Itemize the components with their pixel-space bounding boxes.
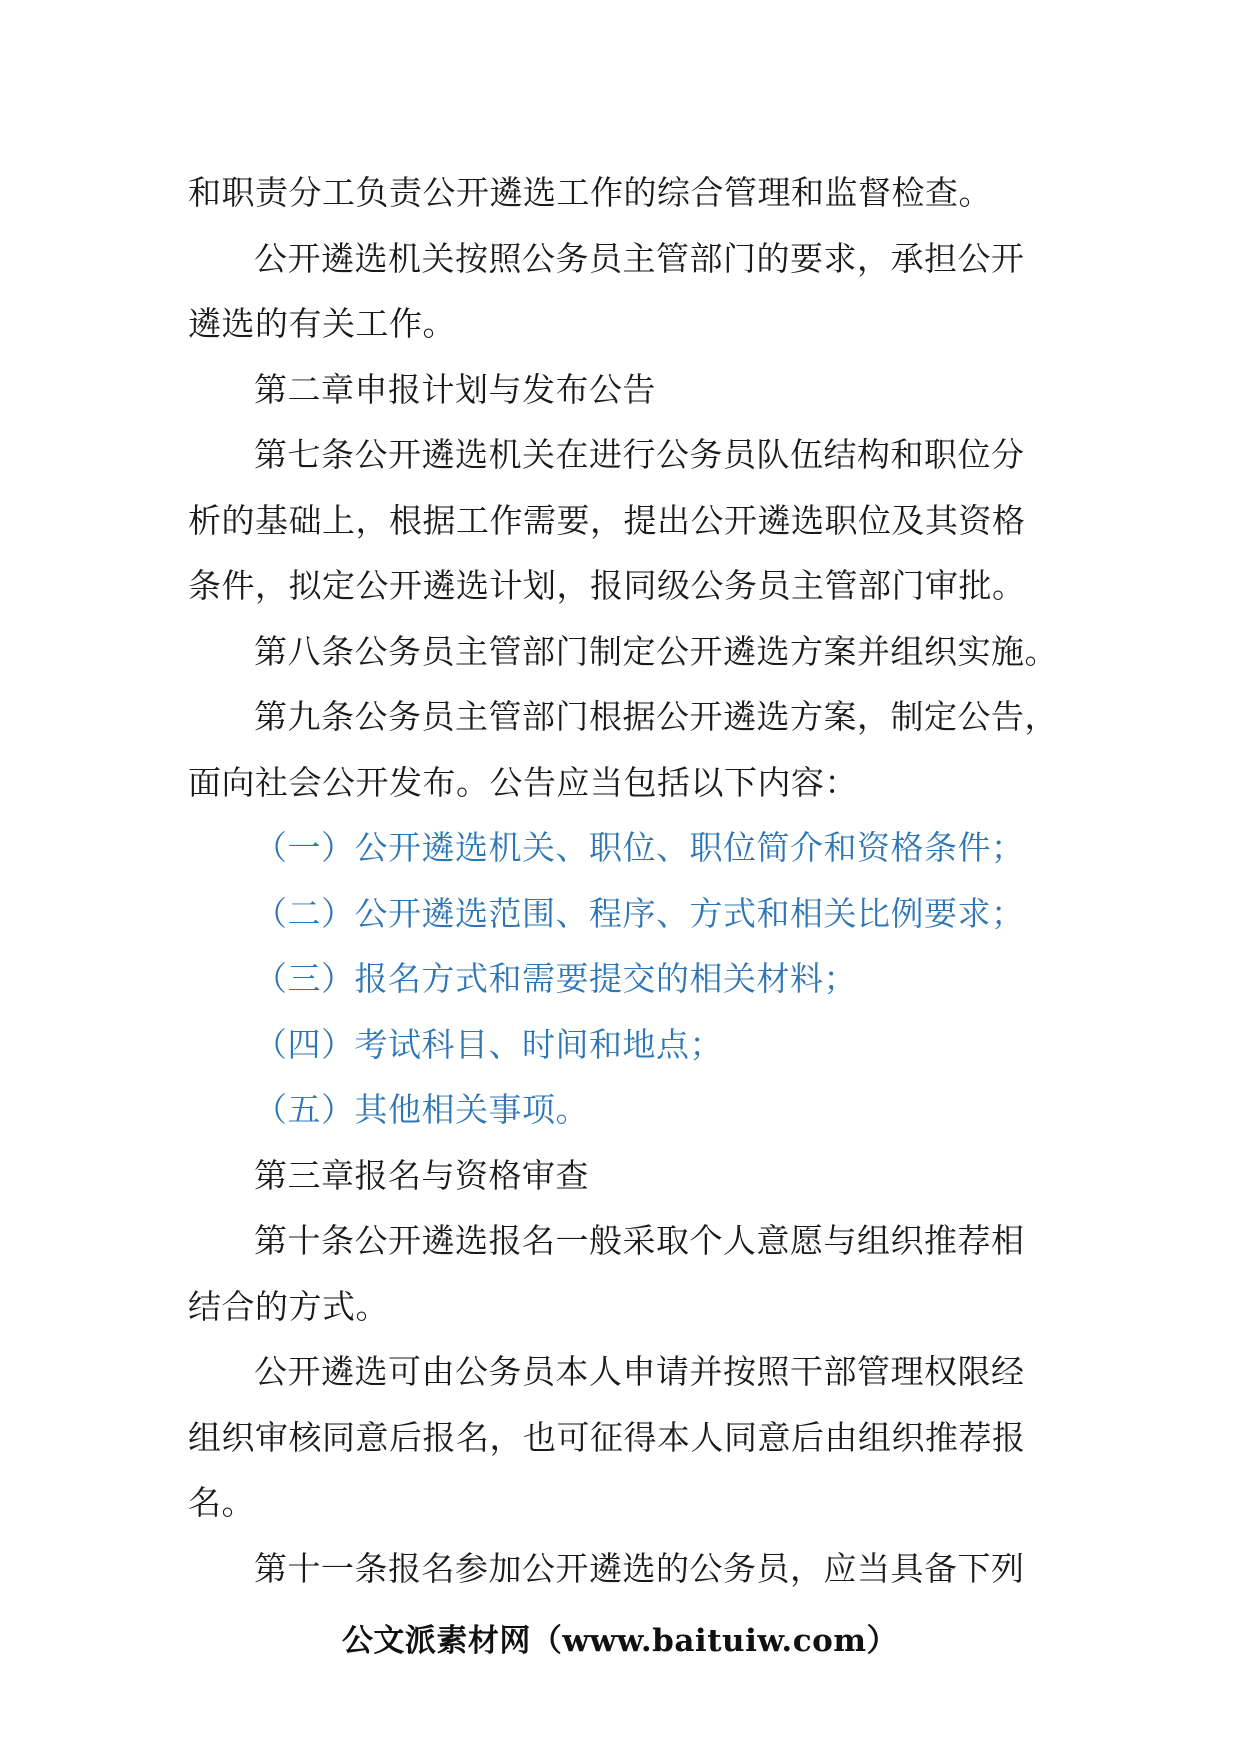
- text-line: 面向社会公开发布。公告应当包括以下内容：: [188, 762, 858, 802]
- list-item: （三）报名方式和需要提交的相关材料；: [254, 959, 857, 998]
- list-item: （五）其他相关事项。: [254, 1090, 589, 1129]
- text-line: 遴选的有关工作。: [188, 304, 456, 343]
- text-line: 和职责分工负责公开遴选工作的综合管理和监督检查。: [188, 173, 992, 212]
- list-item: （一）公开遴选机关、职位、职位简介和资格条件；: [254, 828, 1025, 867]
- text-line: 第十一条报名参加公开遴选的公务员，应当具备下列: [254, 1548, 1025, 1588]
- document-body: [188, 160, 1088, 1601]
- chapter-heading: 第二章申报计划与发布公告: [254, 369, 656, 409]
- chapter-heading: 第三章报名与资格审查: [254, 1155, 589, 1195]
- text-line: 第八条公务员主管部门制定公开遴选方案并组织实施。: [254, 631, 1058, 671]
- list-item: （二）公开遴选范围、程序、方式和相关比例要求；: [254, 893, 1025, 933]
- text-line: 名。: [188, 1483, 255, 1522]
- text-line: 第七条公开遴选机关在进行公务员队伍结构和职位分: [254, 435, 1025, 474]
- text-line: 析的基础上，根据工作需要，提出公开遴选职位及其资格: [188, 500, 1026, 540]
- text-line: 组织审核同意后报名，也可征得本人同意后由组织推荐报: [188, 1417, 1026, 1457]
- list-item: （四）考试科目、时间和地点；: [254, 1024, 723, 1064]
- text-line: 条件，拟定公开遴选计划，报同级公务员主管部门审批。: [188, 566, 1026, 605]
- text-line: 公开遴选机关按照公务员主管部门的要求，承担公开: [254, 238, 1025, 278]
- page-footer: 公文派素材网（www.baituiw.com）: [341, 1623, 899, 1659]
- text-line: 第十条公开遴选报名一般采取个人意愿与组织推荐相: [254, 1221, 1025, 1260]
- text-line: 公开遴选可由公务员本人申请并按照干部管理权限经: [254, 1352, 1025, 1391]
- text-line: 结合的方式。: [188, 1286, 389, 1326]
- text-line: 第九条公务员主管部门根据公开遴选方案，制定公告，: [254, 697, 1058, 736]
